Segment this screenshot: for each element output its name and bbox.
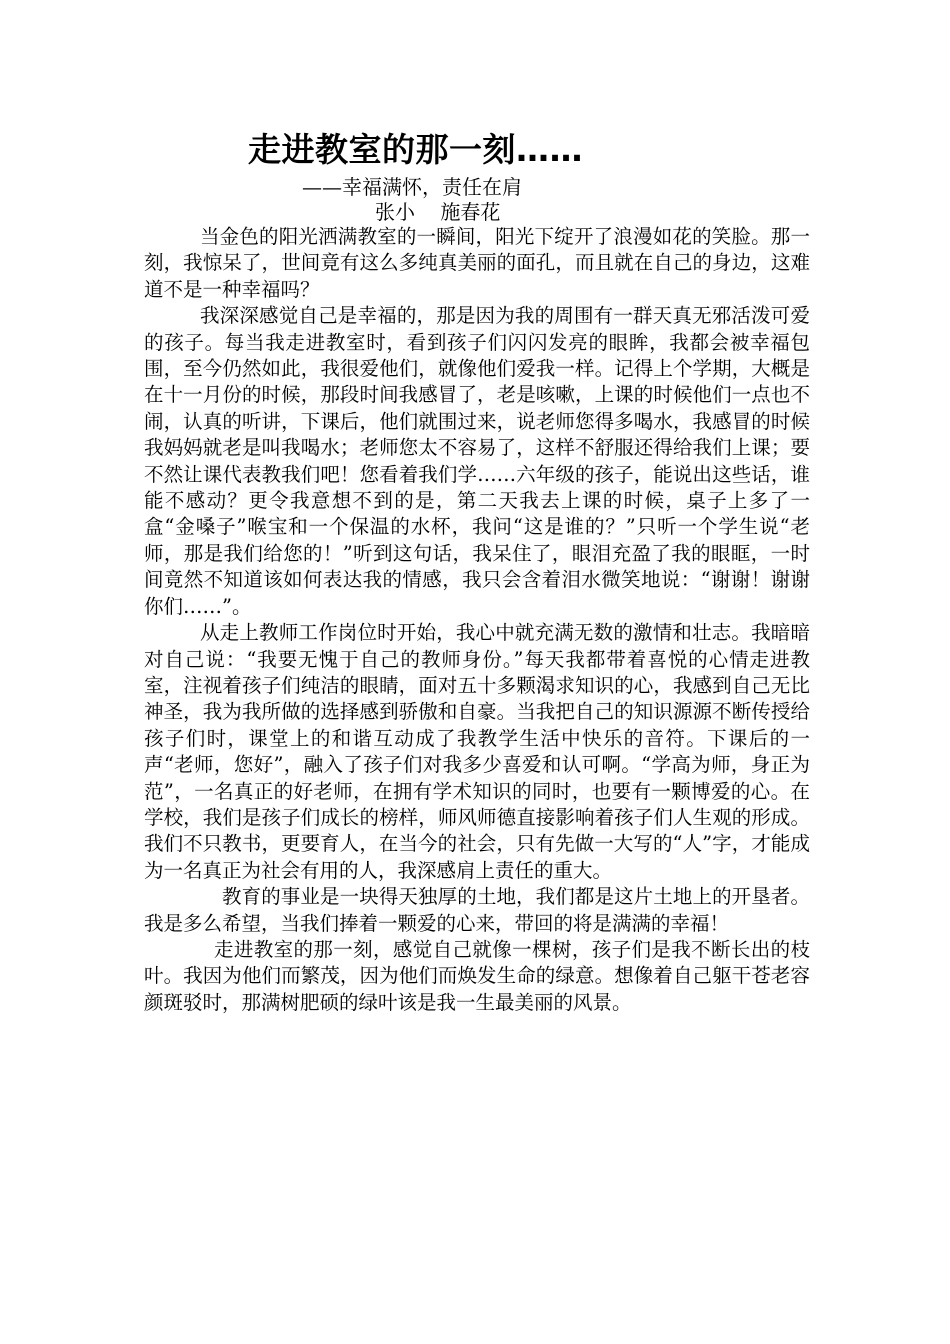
paragraph-3: 从走上教师工作岗位时开始，我心中就充满无数的激情和壮志。我暗暗对自己说：“我要无愧于自己的教师身份。”每天我都带着喜悦的心情走进教室，注视着孩子们纯洁的眼睛，面对五十多颗渴求知识的心，我感到自己无比神圣，我为我所做的选择感到骄傲和自豪。当我把自己的知识源源不断传授给孩子们时，课堂上的和谐互动成了我教学生活中快乐的音符。下课后的一声“老师，您好”，融入了孩子们对我多少喜爱和认可啊。“学高为师，身正为范”，一名真正的好老师，在拥有学术知识的同时，也要有一颗博爱的心。在学校，我们是孩子们成长的榜样，师风师德直接影响着孩子们人生观的形成。我们不只教书，更要育人，在当今的社会，只有先做一大写的“人”字，才能成为一名真正为社会有用的人，我深感肩上责任的重大。 xyxy=(144,621,810,882)
document-title: 走进教室的那一刻…… xyxy=(248,130,583,169)
paragraph-2: 我深深感觉自己是幸福的，那是因为我的周围有一群天真无邪活泼可爱的孩子。每当我走进教室时，看到孩子们闪闪发亮的眼眸，我都会被幸福包围，至今仍然如此，我很爱他们，就像他们爱我一样。记得上个学期，大概是在十一月份的时候，那段时间我感冒了，老是咳嗽，上课的时候他们一点也不闹，认真的听讲，下课后，他们就围过来，说老师您得多喝水，我感冒的时候我妈妈就老是叫我喝水；老师您太不容易了，这样不舒服还得给我们上课；要不然让课代表教我们吧！您看着我们学……六年级的孩子，能说出这些话，谁能不感动？更令我意想不到的是，第二天我去上课的时候，桌子上多了一盒“金嗓子”喉宝和一个保温的水杯，我问“这是谁的？”只听一个学生说“老师，那是我们给您的！”听到这句话，我呆住了，眼泪充盈了我的眼眶，一时间竟然不知道该如何表达我的情感，我只会含着泪水微笑地说：“谢谢！谢谢你们……”。 xyxy=(144,304,810,618)
paragraph-1: 当金色的阳光洒满教室的一瞬间，阳光下绽开了浪漫如花的笑脸。那一刻，我惊呆了，世间竟有这么多纯真美丽的面孔，而且就在自己的身边，这难道不是一种幸福吗？ xyxy=(144,225,810,301)
paragraph-4: 教育的事业是一块得天独厚的土地，我们都是这片土地上的开垦者。我是多么希望，当我们捧着一颗爱的心来，带回的将是满满的幸福！ xyxy=(144,885,810,935)
document-subtitle: ——幸福满怀，责任在肩 xyxy=(302,175,522,199)
document-body xyxy=(144,224,810,1016)
document-authors: 张小 施春花 xyxy=(375,200,501,224)
paragraph-5: 走进教室的那一刻，感觉自己就像一棵树，孩子们是我不断长出的枝叶。我因为他们而繁茂，因为他们而焕发生命的绿意。想像着自己躯干苍老容颜斑驳时，那满树肥硕的绿叶该是我一生最美丽的风景。 xyxy=(144,937,810,1014)
